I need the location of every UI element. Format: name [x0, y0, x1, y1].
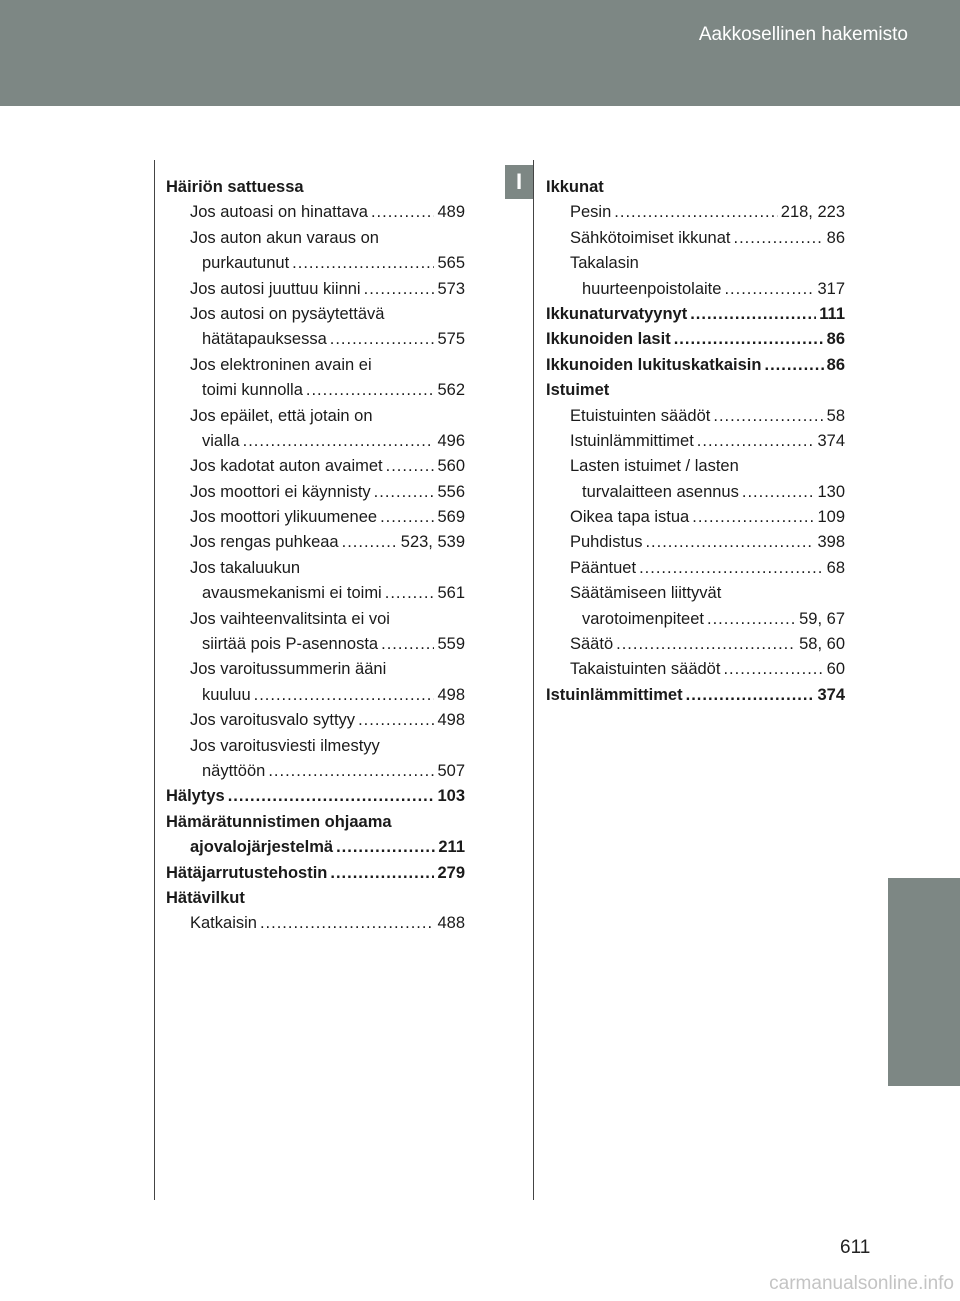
entry-text: siirtää pois P-asennosta [202, 635, 379, 654]
entry-text: Jos elektroninen avain ei [190, 355, 372, 374]
dot-leader [723, 657, 823, 682]
entry-text: Jos varoitussummerin ääni [190, 660, 387, 679]
entry-page: 489 [437, 203, 465, 222]
entry-page: 374 [817, 685, 845, 704]
entry-text: Jos kadotat auton avaimet [190, 457, 383, 476]
index-column-right [546, 175, 845, 708]
index-entry [546, 454, 845, 479]
entry-text: Säätö [570, 635, 614, 654]
entry-page: 498 [437, 711, 465, 730]
index-entry [546, 226, 845, 251]
dot-leader [243, 429, 435, 454]
entry-page: 575 [437, 330, 465, 349]
entry-page: 68 [826, 558, 845, 577]
entry-page: 86 [826, 228, 845, 247]
entry-text: Jos rengas puhkeaa [190, 533, 339, 552]
entry-page: 59, 67 [799, 609, 845, 628]
entry-page: 86 [826, 355, 845, 374]
entry-text: Hätäjarrutustehostin [166, 863, 328, 882]
dot-leader [342, 530, 398, 555]
dot-leader [724, 277, 814, 302]
dot-leader [371, 200, 435, 225]
entry-text: Jos autosi juuttuu kiinni [190, 279, 361, 298]
entry-page: 498 [437, 685, 465, 704]
index-entry [166, 708, 465, 733]
index-entry [546, 429, 845, 454]
dot-leader [381, 632, 434, 657]
entry-page: 523, 539 [400, 533, 465, 552]
entry-text: kuuluu [202, 685, 251, 704]
index-entry [166, 759, 465, 784]
entry-page: 109 [817, 508, 845, 527]
entry-text: Hätävilkut [166, 888, 245, 907]
entry-text: Jos moottori ylikuumenee [190, 508, 378, 527]
index-entry [166, 175, 465, 200]
dot-leader [616, 632, 796, 657]
entry-text: Puhdistus [570, 533, 643, 552]
watermark: carmanualsonline.info [769, 1273, 954, 1294]
index-entry [166, 251, 465, 276]
entry-page: 562 [437, 381, 465, 400]
dot-leader [734, 226, 824, 251]
index-entry [166, 277, 465, 302]
entry-text: Jos takaluukun [190, 558, 301, 577]
index-entry [546, 378, 845, 403]
index-entry [546, 175, 845, 200]
entry-text: avausmekanismi ei toimi [202, 584, 382, 603]
index-entry [166, 683, 465, 708]
entry-text: Takalasin [570, 254, 639, 273]
index-entry [166, 556, 465, 581]
entry-text: Jos vaihteenvalitsinta ei voi [190, 609, 390, 628]
letter-tab: I [505, 165, 533, 199]
index-entry [546, 277, 845, 302]
entry-text: Ikkunoiden lasit [546, 330, 671, 349]
middle-column-rule [533, 160, 534, 1200]
entry-text: Oikea tapa istua [570, 508, 690, 527]
entry-text: Hälytys [166, 787, 225, 806]
entry-text: Lasten istuimet / lasten [570, 457, 739, 476]
entry-page: 507 [437, 761, 465, 780]
entry-text: Istuinlämmittimet [570, 431, 694, 450]
entry-page: 569 [437, 508, 465, 527]
dot-leader [686, 683, 815, 708]
index-entry [166, 378, 465, 403]
index-entry [546, 251, 845, 276]
entry-text: Häiriön sattuessa [166, 178, 304, 196]
entry-text: Ikkunaturvatyynyt [546, 304, 688, 323]
dot-leader [385, 581, 435, 606]
entry-text: Etuistuinten säädöt [570, 406, 711, 425]
index-entry [166, 454, 465, 479]
index-entry [546, 556, 845, 581]
index-entry [546, 683, 845, 708]
entry-text: Ikkunoiden lukituskatkaisin [546, 355, 762, 374]
page-number: 611 [840, 1237, 871, 1258]
dot-leader [254, 683, 435, 708]
header-band [0, 0, 960, 106]
entry-page: 317 [817, 279, 845, 298]
dot-leader [742, 480, 815, 505]
index-column-left [166, 175, 465, 937]
dot-leader [380, 505, 434, 530]
entry-text: Istuinlämmittimet [546, 685, 683, 704]
index-entry [546, 302, 845, 327]
entry-page: 374 [817, 431, 845, 450]
dot-leader [707, 607, 796, 632]
dot-leader [364, 277, 435, 302]
section-title: Aakkosellinen hakemisto [698, 24, 908, 45]
dot-leader [336, 835, 435, 860]
entry-text: Takaistuinten säädöt [570, 660, 721, 679]
entry-page: 565 [437, 254, 465, 273]
dot-leader [674, 327, 824, 352]
entry-text: Jos moottori ei käynnisty [190, 482, 371, 501]
dot-leader [764, 353, 823, 378]
entry-text: ajovalojärjestelmä [190, 838, 334, 857]
index-entry [166, 835, 465, 860]
index-entry [166, 632, 465, 657]
dot-leader [330, 327, 435, 352]
dot-leader [260, 911, 435, 936]
index-entry [166, 886, 465, 911]
dot-leader [639, 556, 824, 581]
entry-text: Jos epäilet, että jotain on [190, 406, 373, 425]
entry-text: Sähkötoimiset ikkunat [570, 228, 731, 247]
entry-text: varotoimenpiteet [582, 609, 704, 628]
index-entry [166, 302, 465, 327]
entry-text: hätätapauksessa [202, 330, 327, 349]
entry-page: 130 [817, 482, 845, 501]
dot-leader [358, 708, 434, 733]
entry-text: Jos auton akun varaus on [190, 228, 379, 247]
entry-text: näyttöön [202, 761, 266, 780]
entry-text: Pesin [570, 203, 612, 222]
index-entry [166, 784, 465, 809]
entry-page: 111 [819, 304, 845, 323]
entry-text: Istuimet [546, 381, 610, 400]
dot-leader [645, 530, 814, 555]
index-entry [166, 734, 465, 759]
index-entry [166, 226, 465, 251]
left-column-rule [154, 160, 155, 1200]
index-entry [546, 327, 845, 352]
index-entry [546, 657, 845, 682]
dot-leader [228, 784, 435, 809]
index-entry [166, 607, 465, 632]
entry-text: vialla [202, 431, 240, 450]
entry-page: 398 [817, 533, 845, 552]
index-entry [166, 200, 465, 225]
entry-page: 86 [826, 330, 845, 349]
dot-leader [614, 200, 777, 225]
dot-leader [713, 404, 823, 429]
index-entry [166, 429, 465, 454]
dot-leader [374, 480, 435, 505]
index-entry [546, 530, 845, 555]
entry-page: 279 [437, 863, 465, 882]
entry-page: 218, 223 [780, 203, 845, 222]
dot-leader [386, 454, 435, 479]
entry-text: Katkaisin [190, 914, 257, 933]
entry-page: 559 [437, 635, 465, 654]
dot-leader [292, 251, 434, 276]
entry-page: 496 [437, 431, 465, 450]
index-entry [166, 505, 465, 530]
entry-page: 60 [826, 660, 845, 679]
entry-page: 488 [437, 914, 465, 933]
entry-page: 58 [826, 406, 845, 425]
dot-leader [690, 302, 816, 327]
index-entry [166, 657, 465, 682]
entry-text: turvalaitteen asennus [582, 482, 739, 501]
index-entry [546, 200, 845, 225]
index-entry [166, 911, 465, 936]
index-entry [166, 327, 465, 352]
entry-text: Jos autosi on pysäytettävä [190, 304, 385, 323]
index-entry [166, 810, 465, 835]
entry-text: Ikkunat [546, 178, 604, 196]
entry-text: purkautunut [202, 254, 290, 273]
index-entry [546, 581, 845, 606]
index-entry [546, 632, 845, 657]
entry-page: 103 [437, 787, 465, 806]
entry-page: 560 [437, 457, 465, 476]
entry-text: huurteenpoistolaite [582, 279, 722, 298]
entry-text: toimi kunnolla [202, 381, 303, 400]
entry-text: Jos autoasi on hinattava [190, 203, 368, 222]
index-entry [546, 404, 845, 429]
side-thumb-tab [888, 878, 960, 1086]
index-entry [166, 480, 465, 505]
dot-leader [268, 759, 434, 784]
index-entry [166, 353, 465, 378]
dot-leader [330, 861, 434, 886]
entry-page: 58, 60 [799, 635, 845, 654]
index-entry [166, 861, 465, 886]
entry-text: Jos varoitusvalo syttyy [190, 711, 356, 730]
entry-text: Hämärätunnistimen ohjaama [166, 812, 392, 831]
entry-text: Säätämiseen liittyvät [570, 584, 722, 603]
entry-page: 573 [437, 279, 465, 298]
entry-page: 556 [437, 482, 465, 501]
entry-page: 211 [438, 838, 465, 857]
index-entry [166, 530, 465, 555]
dot-leader [697, 429, 815, 454]
entry-page: 561 [437, 584, 465, 603]
entry-text: Jos varoitusviesti ilmestyy [190, 736, 380, 755]
dot-leader [306, 378, 435, 403]
dot-leader [692, 505, 814, 530]
index-entry [546, 353, 845, 378]
index-entry [166, 404, 465, 429]
entry-text: Pääntuet [570, 558, 637, 577]
index-entry [546, 607, 845, 632]
index-entry [546, 505, 845, 530]
index-entry [546, 480, 845, 505]
index-entry [166, 581, 465, 606]
